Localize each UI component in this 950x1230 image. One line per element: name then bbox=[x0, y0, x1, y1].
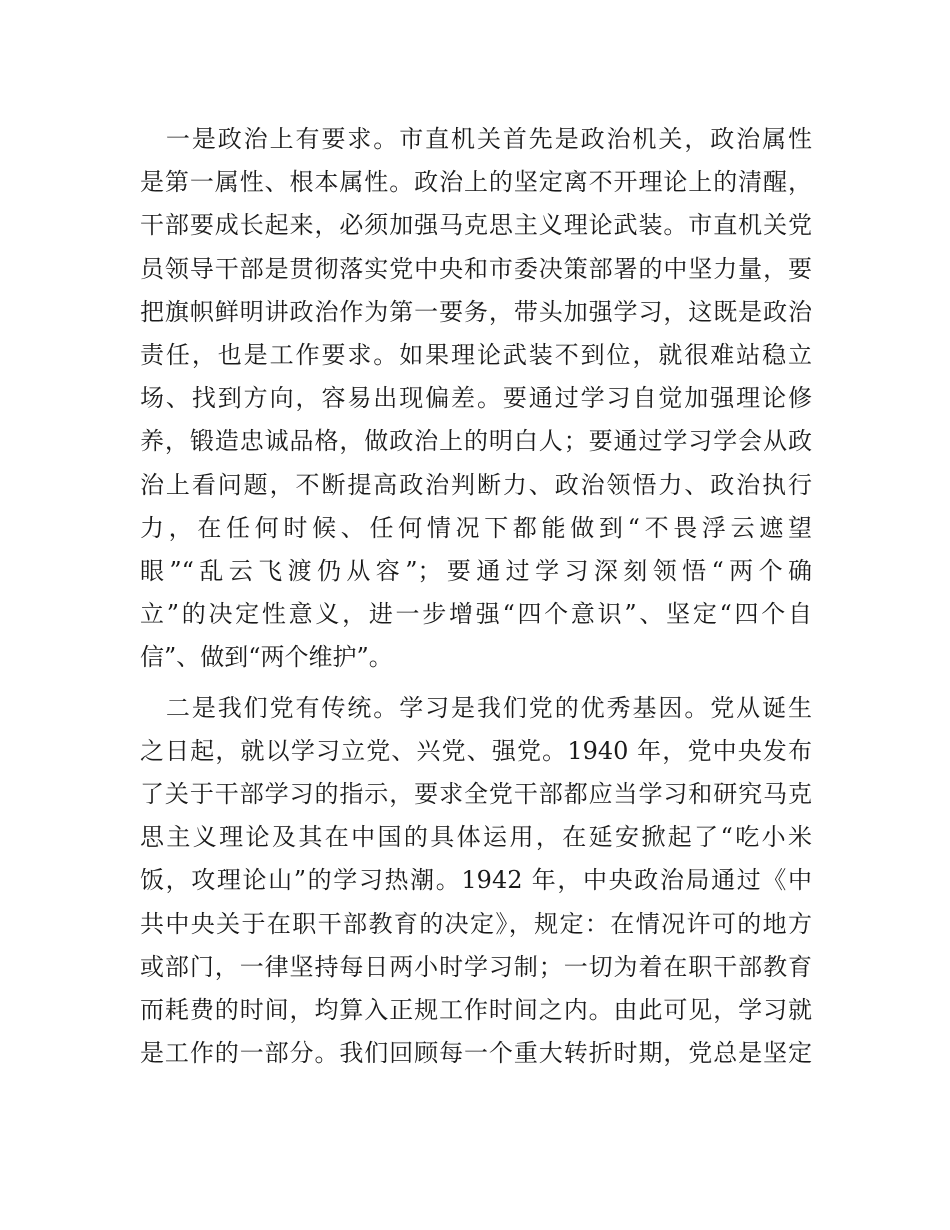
text-line: 干部要成长起来，必须加强马克思主义理论武装。市直机关党 bbox=[140, 211, 812, 240]
text-line: 责任，也是工作要求。如果理论武装不到位，就很难站稳立 bbox=[140, 341, 812, 370]
text-line: 而耗费的时间，均算入正规工作时间之内。由此可见，学习就 bbox=[140, 996, 812, 1025]
document-body bbox=[140, 118, 812, 1075]
paragraph-party-tradition bbox=[140, 687, 812, 1076]
text-line: 信”、做到“两个维护”。 bbox=[140, 643, 393, 672]
text-line: 眼”“乱云飞渡仍从容”；要通过学习深刻领悟“两个确 bbox=[140, 557, 812, 586]
text-line: 共中央关于在职干部教育的决定》，规定：在情况许可的地方 bbox=[140, 909, 812, 938]
text-line: 或部门，一律坚持每日两小时学习制；一切为着在职干部教育 bbox=[140, 952, 812, 981]
text-line: 饭，攻理论山”的学习热潮。1942 年，中央政治局通过《中 bbox=[140, 866, 812, 895]
text-line: 治上看问题，不断提高政治判断力、政治领悟力、政治执行 bbox=[140, 470, 812, 499]
text-line: 力，在任何时候、任何情况下都能做到“不畏浮云遮望 bbox=[140, 513, 812, 542]
text-line: 二是我们党有传统。学习是我们党的优秀基因。党从诞生 bbox=[140, 693, 812, 722]
text-line: 场、找到方向，容易出现偏差。要通过学习自觉加强理论修 bbox=[140, 384, 812, 413]
paragraph-political-requirement bbox=[140, 118, 812, 680]
text-line: 是工作的一部分。我们回顾每一个重大转折时期，党总是坚定 bbox=[140, 1039, 812, 1068]
text-line: 思主义理论及其在中国的具体运用，在延安掀起了“吃小米 bbox=[140, 823, 812, 852]
text-line: 之日起，就以学习立党、兴党、强党。1940 年，党中央发布 bbox=[140, 736, 812, 765]
text-line: 养，锻造忠诚品格，做政治上的明白人；要通过学习学会从政 bbox=[140, 427, 812, 456]
text-line: 是第一属性、根本属性。政治上的坚定离不开理论上的清醒， bbox=[140, 168, 812, 197]
text-line: 把旗帜鲜明讲政治作为第一要务，带头加强学习，这既是政治 bbox=[140, 297, 812, 326]
text-line: 了关于干部学习的指示，要求全党干部都应当学习和研究马克 bbox=[140, 780, 812, 809]
text-line: 立”的决定性意义，进一步增强“四个意识”、坚定“四个自 bbox=[140, 600, 812, 629]
text-line: 员领导干部是贯彻落实党中央和市委决策部署的中坚力量，要 bbox=[140, 254, 812, 283]
text-line: 一是政治上有要求。市直机关首先是政治机关，政治属性 bbox=[140, 125, 812, 153]
